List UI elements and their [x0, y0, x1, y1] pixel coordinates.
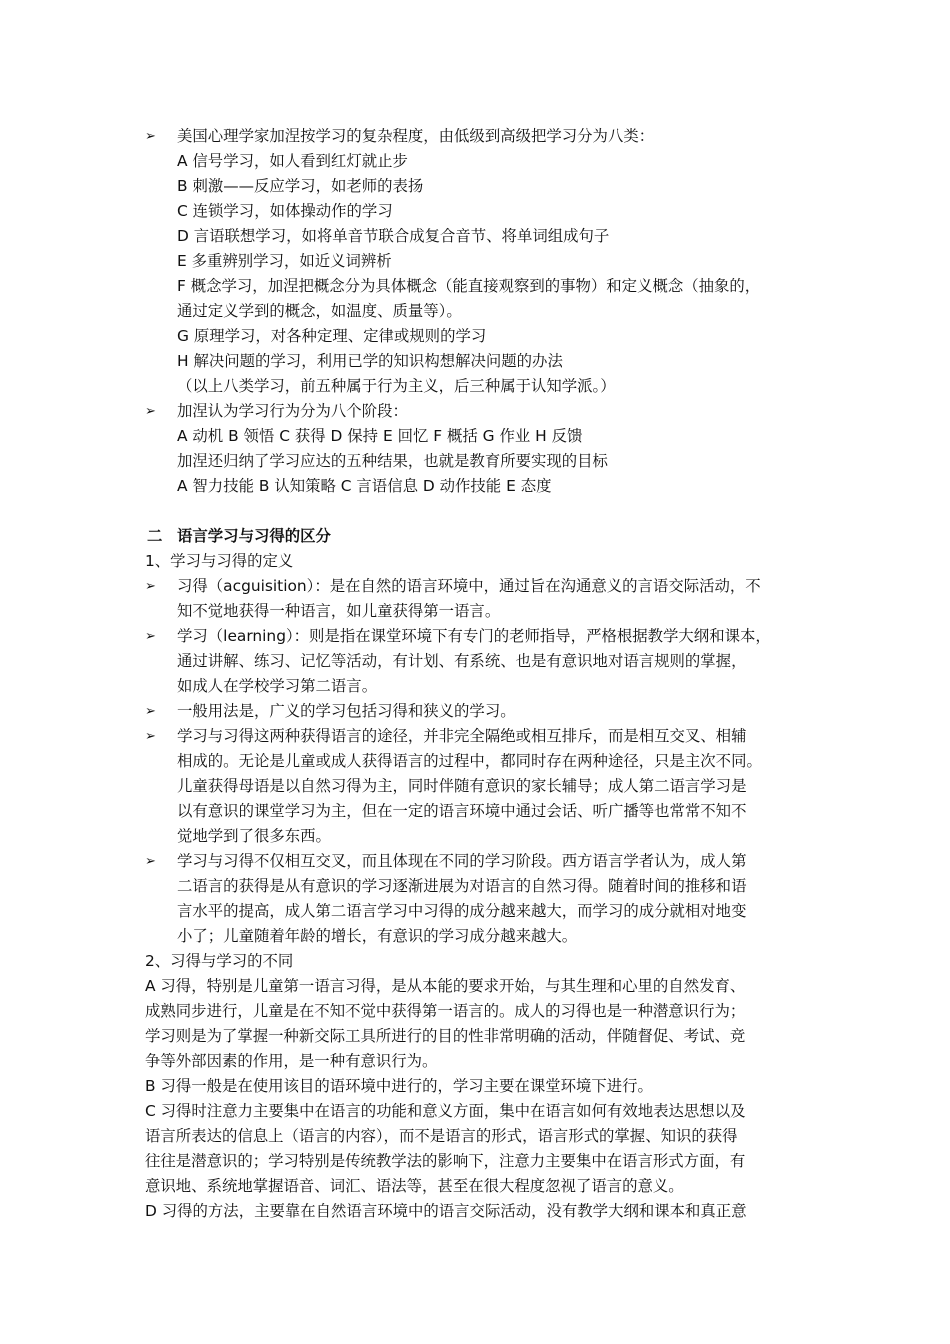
gagne-intro: 美国心理学家加涅按学习的复杂程度，由低级到高级把学习分为八类：: [177, 127, 655, 145]
bullet-line: 相成的。无论是儿童或成人获得语言的过程中，都同时存在两种途径，只是主次不同。: [177, 752, 762, 770]
arrowhead-bullet-icon: ➢: [145, 629, 156, 644]
paragraph-line: 学习则是为了掌握一种新交际工具所进行的目的性非常明确的活动，伴随督促、考试、竞: [145, 1027, 746, 1045]
bullet-line: 学习与习得这两种获得语言的途径，并非完全隔绝或相互排斥，而是相互交叉、相辅: [177, 727, 747, 745]
paragraph-c: [145, 1099, 820, 1199]
gagne-type-e: E 多重辨别学习，如近义词辨析: [177, 252, 392, 270]
gagne-stages-block: [145, 424, 820, 499]
gagne-type-h: H 解决问题的学习，利用已学的知识构想解决问题的办法: [177, 352, 563, 370]
bullet-gagne-types: [145, 124, 820, 149]
paragraph-b: [145, 1074, 820, 1099]
bullet-line: 习得（acguisition）：是在自然的语言环境中，通过旨在沟通意义的言语交际活动，不: [177, 577, 761, 595]
bullet-line: 学习与习得不仅相互交叉，而且体现在不同的学习阶段。西方语言学者认为，成人第: [177, 852, 747, 870]
paragraph-line: 争等外部因素的作用，是一种有意识行为。: [145, 1052, 438, 1070]
section-heading: [145, 524, 820, 549]
paragraph-line: C 习得时注意力主要集中在语言的功能和意义方面，集中在语言如何有效地表达思想以及: [145, 1102, 746, 1120]
gagne-results: A 智力技能 B 认知策略 C 言语信息 D 动作技能 E 态度: [177, 477, 552, 495]
paragraph-line: 往往是潜意识的；学习特别是传统教学法的影响下，注意力主要集中在语言形式方面，有: [145, 1152, 746, 1170]
gagne-type-b: B 刺激——反应学习，如老师的表扬: [177, 177, 424, 195]
bullet-line: 儿童获得母语是以自然习得为主，同时伴随有意识的家长辅导；成人第二语言学习是: [177, 777, 747, 795]
gagne-note: （以上八类学习，前五种属于行为主义，后三种属于认知学派。）: [177, 377, 616, 395]
gagne-type-f-cont: 通过定义学到的概念，如温度、质量等）。: [177, 302, 462, 320]
gagne-type-a: A 信号学习，如人看到红灯就止步: [177, 152, 408, 170]
bullet-line: 觉地学到了很多东西。: [177, 827, 331, 845]
gagne-stages-intro: 加涅认为学习行为分为八个阶段：: [177, 402, 408, 420]
gagne-type-d: D 言语联想学习，如将单音节联合成复合音节、将单词组成句子: [177, 227, 610, 245]
bullet-line: 二语言的获得是从有意识的学习逐渐进展为对语言的自然习得。随着时间的推移和语: [177, 877, 747, 895]
subsection-title-2: 2、习得与学习的不同: [145, 952, 294, 970]
arrowhead-bullet-icon: ➢: [145, 579, 156, 594]
paragraph-line: A 习得，特别是儿童第一语言习得，是从本能的要求开始，与其生理和心里的自然发育、: [145, 977, 746, 995]
spacer: [145, 499, 820, 524]
gagne-type-f: F 概念学习，加涅把概念分为具体概念（能直接观察到的事物）和定义概念（抽象的，: [177, 277, 761, 295]
paragraph-line: D 习得的方法，主要靠在自然语言环境中的语言交际活动，没有教学大纲和课本和真正意: [145, 1202, 747, 1220]
bullet-learning: [145, 624, 820, 699]
gagne-type-g: G 原理学习，对各种定理、定律或规则的学习: [177, 327, 487, 345]
bullet-acquisition: [145, 574, 820, 624]
section-title: 语言学习与习得的区分: [177, 527, 331, 545]
paragraph-line: 意识地、系统地掌握语音、词汇、语法等，甚至在很大程度忽视了语言的意义。: [145, 1177, 684, 1195]
bullet-line: 言水平的提高，成人第二语言学习中习得的成分越来越大，而学习的成分就相对地变: [177, 902, 747, 920]
gagne-types-list: [145, 149, 820, 399]
paragraph-line: 成熟同步进行，儿童是在不知不觉中获得第一语言的。成人的习得也是一种潜意识行为；: [145, 1002, 746, 1020]
paragraph-line: B 习得一般是在使用该目的语环境中进行的，学习主要在课堂环境下进行。: [145, 1077, 653, 1095]
bullet-line: 如成人在学校学习第二语言。: [177, 677, 378, 695]
arrowhead-bullet-icon: ➢: [145, 129, 156, 144]
subsection-title-1: 1、学习与习得的定义: [145, 552, 294, 570]
arrowhead-bullet-icon: ➢: [145, 404, 156, 419]
bullet-line: 通过讲解、练习、记忆等活动，有计划、有系统、也是有意识地对语言规则的掌握，: [177, 652, 747, 670]
arrowhead-bullet-icon: ➢: [145, 729, 156, 744]
bullet-two-paths: [145, 724, 820, 849]
bullet-line: 小了；儿童随着年龄的增长，有意识的学习成分越来越大。: [177, 927, 578, 945]
bullet-line: 学习（learning）：则是指在课堂环境下有专门的老师指导，严格根据教学大纲和课本，: [177, 627, 771, 645]
paragraph-line: 语言所表达的信息上（语言的内容），而不是语言的形式，语言形式的掌握、知识的获得: [145, 1127, 738, 1145]
section-number: 二: [147, 527, 163, 545]
gagne-results-intro: 加涅还归纳了学习应达的五种结果，也就是教育所要实现的目标: [177, 452, 608, 470]
bullet-general-usage: [145, 699, 820, 724]
document-page: [145, 124, 820, 1224]
paragraph-d: [145, 1199, 820, 1224]
gagne-stages: A 动机 B 领悟 C 获得 D 保持 E 回忆 F 概括 G 作业 H 反馈: [177, 427, 583, 445]
bullet-stages-difference: [145, 849, 820, 949]
arrowhead-bullet-icon: ➢: [145, 704, 156, 719]
arrowhead-bullet-icon: ➢: [145, 854, 156, 869]
bullet-gagne-stages: [145, 399, 820, 424]
bullet-line: 知不觉地获得一种语言，如儿童获得第一语言。: [177, 602, 501, 620]
gagne-type-c: C 连锁学习，如体操动作的学习: [177, 202, 393, 220]
bullet-line: 一般用法是，广义的学习包括习得和狭义的学习。: [177, 702, 516, 720]
bullet-line: 以有意识的课堂学习为主，但在一定的语言环境中通过会话、听广播等也常常不知不: [177, 802, 747, 820]
paragraph-a: [145, 974, 820, 1074]
